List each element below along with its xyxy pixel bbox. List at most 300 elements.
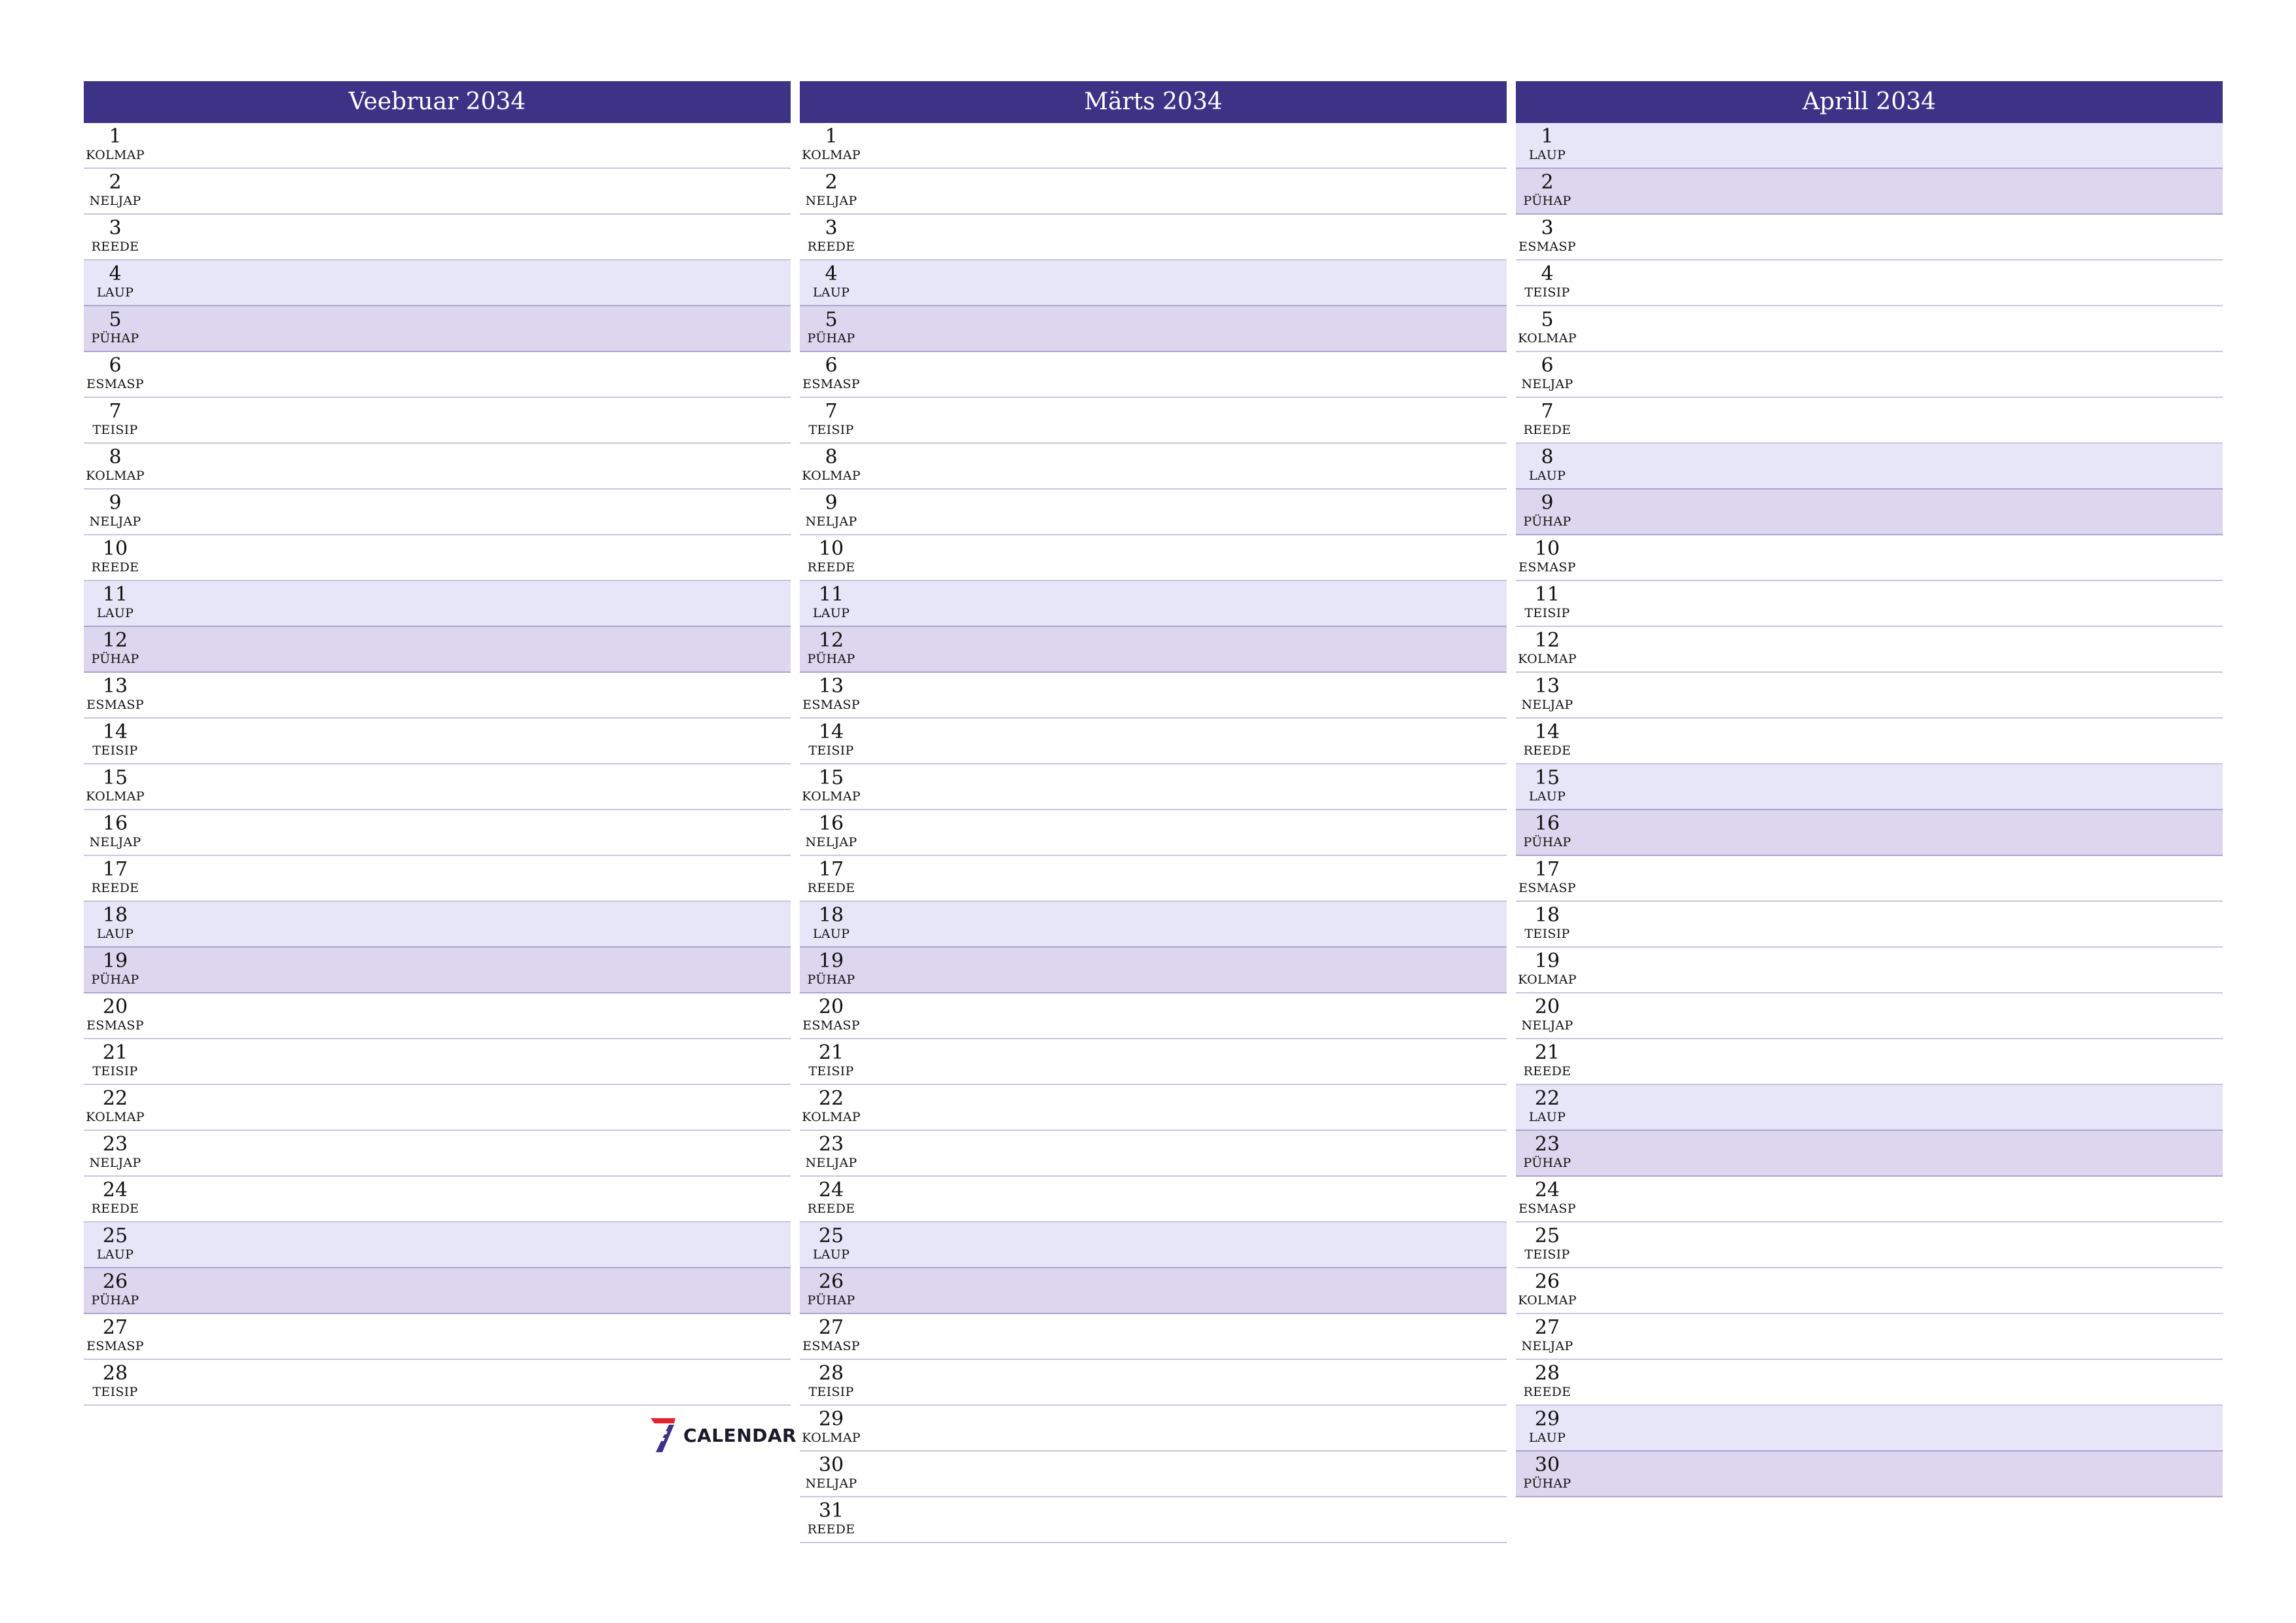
day-cell (800, 1222, 863, 1262)
day-cell (84, 352, 147, 391)
day-row (800, 993, 1507, 1039)
day-number: 16 (818, 812, 844, 835)
day-row (84, 398, 791, 444)
day-cell (1516, 444, 1579, 483)
day-row (84, 444, 791, 490)
day-cell (84, 856, 147, 895)
weekday-label: NELJAP (89, 835, 141, 849)
day-row (800, 352, 1507, 398)
day-cell (800, 535, 863, 575)
day-row (800, 902, 1507, 948)
day-number: 20 (1534, 995, 1560, 1018)
day-row (1516, 1039, 2223, 1085)
month-title: Veebruar 2034 (84, 81, 791, 123)
day-row (84, 352, 791, 398)
day-row (1516, 260, 2223, 306)
weekday-label: NELJAP (89, 194, 141, 208)
day-number: 22 (818, 1087, 844, 1110)
day-row (84, 306, 791, 352)
day-number: 7 (825, 400, 838, 423)
day-number: 21 (1534, 1041, 1560, 1064)
day-row (800, 1222, 1507, 1268)
day-cell (84, 993, 147, 1033)
day-cell (800, 1314, 863, 1353)
day-number: 4 (825, 262, 838, 285)
day-row (1516, 123, 2223, 169)
day-cell (84, 1222, 147, 1262)
weekday-label: ESMASP (86, 1018, 144, 1033)
day-list (1516, 123, 2223, 1497)
weekday-label: ESMASP (86, 377, 144, 391)
day-row (84, 764, 791, 810)
day-cell (800, 627, 863, 666)
weekday-label: LAUP (1528, 1110, 1566, 1124)
day-number: 8 (1541, 446, 1554, 469)
day-number: 9 (1541, 491, 1554, 514)
day-number: 3 (109, 217, 122, 240)
weekday-label: NELJAP (805, 194, 857, 208)
day-cell (800, 490, 863, 529)
day-cell (84, 1131, 147, 1170)
weekday-label: TEISIP (1524, 927, 1570, 941)
weekday-label: PÜHAP (91, 1293, 139, 1308)
day-cell (84, 764, 147, 804)
day-number: 24 (818, 1179, 844, 1202)
day-row (800, 719, 1507, 764)
day-cell (1516, 627, 1579, 666)
day-row (84, 1314, 791, 1360)
weekday-label: LAUP (812, 285, 850, 300)
day-number: 6 (109, 354, 122, 377)
day-cell (1516, 306, 1579, 346)
day-cell (1516, 490, 1579, 529)
day-row (1516, 1085, 2223, 1131)
day-cell (1516, 1314, 1579, 1353)
day-number: 12 (818, 629, 844, 652)
day-row (800, 1406, 1507, 1452)
day-row (1516, 581, 2223, 627)
day-cell (1516, 902, 1579, 941)
day-cell (1516, 810, 1579, 849)
day-cell (800, 398, 863, 437)
weekday-label: LAUP (1528, 469, 1566, 483)
day-number: 22 (102, 1087, 128, 1110)
day-number: 30 (818, 1454, 844, 1476)
day-cell (800, 1131, 863, 1170)
weekday-label: TEISIP (92, 1064, 138, 1079)
day-cell (800, 444, 863, 483)
day-row (84, 215, 791, 260)
day-row (800, 810, 1507, 856)
day-number: 23 (102, 1133, 128, 1156)
day-cell (1516, 1360, 1579, 1399)
weekday-label: NELJAP (805, 835, 857, 849)
day-number: 25 (102, 1224, 128, 1247)
day-row (84, 1039, 791, 1085)
day-cell (84, 719, 147, 758)
day-number: 6 (825, 354, 838, 377)
day-row (1516, 215, 2223, 260)
day-cell (800, 810, 863, 849)
weekday-label: ESMASP (802, 377, 860, 391)
day-cell (1516, 1085, 1579, 1124)
day-cell (84, 1360, 147, 1399)
day-number: 21 (818, 1041, 844, 1064)
day-number: 15 (818, 766, 844, 789)
weekday-label: KOLMAP (802, 789, 861, 804)
day-row (84, 260, 791, 306)
day-number: 26 (1534, 1270, 1560, 1293)
day-number: 18 (818, 904, 844, 927)
weekday-label: LAUP (1528, 1431, 1566, 1445)
weekday-label: PÜHAP (1523, 1156, 1571, 1170)
weekday-label: KOLMAP (1518, 652, 1577, 666)
day-number: 22 (1534, 1087, 1560, 1110)
weekday-label: LAUP (96, 606, 134, 620)
day-cell (1516, 535, 1579, 575)
day-cell (84, 810, 147, 849)
weekday-label: LAUP (812, 606, 850, 620)
day-number: 9 (825, 491, 838, 514)
day-number: 21 (102, 1041, 128, 1064)
day-cell (1516, 1131, 1579, 1170)
day-row (1516, 1177, 2223, 1222)
weekday-label: ESMASP (1518, 240, 1576, 254)
day-cell (800, 123, 863, 162)
weekday-label: ESMASP (86, 1339, 144, 1353)
day-number: 18 (1534, 904, 1560, 927)
day-number: 10 (102, 537, 128, 560)
day-number: 28 (1534, 1362, 1560, 1385)
day-cell (84, 306, 147, 346)
day-number: 24 (102, 1179, 128, 1202)
weekday-label: REEDE (807, 1202, 855, 1216)
day-row (1516, 856, 2223, 902)
day-row (84, 169, 791, 215)
day-cell (800, 215, 863, 254)
weekday-label: LAUP (96, 1247, 134, 1262)
weekday-label: TEISIP (808, 1064, 854, 1079)
day-number: 6 (1541, 354, 1554, 377)
day-cell (800, 764, 863, 804)
weekday-label: TEISIP (1524, 285, 1570, 300)
day-row (84, 1268, 791, 1314)
weekday-label: KOLMAP (802, 1431, 861, 1445)
day-number: 17 (818, 858, 844, 881)
weekday-label: REEDE (1523, 1385, 1571, 1399)
day-number: 9 (109, 491, 122, 514)
day-cell (84, 1177, 147, 1216)
day-row (84, 1360, 791, 1406)
day-number: 16 (102, 812, 128, 835)
weekday-label: LAUP (96, 927, 134, 941)
day-cell (1516, 673, 1579, 712)
day-row (1516, 398, 2223, 444)
day-cell (84, 215, 147, 254)
day-row (800, 1131, 1507, 1177)
day-row (1516, 444, 2223, 490)
day-number: 14 (1534, 721, 1560, 743)
day-row (800, 490, 1507, 535)
day-row (84, 1222, 791, 1268)
weekday-label: REEDE (807, 881, 855, 895)
day-number: 15 (102, 766, 128, 789)
weekday-label: NELJAP (805, 1476, 857, 1491)
day-cell (800, 673, 863, 712)
day-cell (800, 352, 863, 391)
day-number: 2 (109, 171, 122, 194)
day-number: 20 (818, 995, 844, 1018)
day-row (800, 581, 1507, 627)
day-row (84, 993, 791, 1039)
day-cell (84, 902, 147, 941)
day-cell (800, 719, 863, 758)
day-row (1516, 948, 2223, 993)
day-row (84, 1177, 791, 1222)
brand-logo (648, 1416, 797, 1455)
day-cell (800, 1406, 863, 1445)
day-number: 5 (109, 308, 122, 331)
day-row (800, 215, 1507, 260)
day-cell (800, 1268, 863, 1308)
day-row (800, 1360, 1507, 1406)
day-cell (800, 856, 863, 895)
weekday-label: TEISIP (1524, 1247, 1570, 1262)
day-number: 5 (1541, 308, 1554, 331)
day-cell (84, 123, 147, 162)
day-row (1516, 764, 2223, 810)
day-cell (1516, 764, 1579, 804)
day-row (1516, 1360, 2223, 1406)
day-row (1516, 169, 2223, 215)
day-number: 20 (102, 995, 128, 1018)
weekday-label: LAUP (1528, 148, 1566, 162)
weekday-label: TEISIP (92, 1385, 138, 1399)
day-cell (1516, 260, 1579, 300)
day-number: 12 (1534, 629, 1560, 652)
day-number: 29 (1534, 1408, 1560, 1431)
weekday-label: KOLMAP (802, 469, 861, 483)
day-number: 11 (1534, 583, 1560, 606)
day-row (1516, 673, 2223, 719)
day-cell (1516, 215, 1579, 254)
day-number: 4 (109, 262, 122, 285)
month-column-march (800, 81, 1507, 1543)
day-cell (1516, 1268, 1579, 1308)
day-list (84, 123, 791, 1406)
day-number: 18 (102, 904, 128, 927)
weekday-label: KOLMAP (86, 148, 145, 162)
day-row (1516, 993, 2223, 1039)
weekday-label: LAUP (1528, 789, 1566, 804)
day-cell (800, 948, 863, 987)
day-row (800, 673, 1507, 719)
day-number: 12 (102, 629, 128, 652)
weekday-label: ESMASP (1518, 1202, 1576, 1216)
day-number: 25 (818, 1224, 844, 1247)
day-cell (84, 1085, 147, 1124)
weekday-label: NELJAP (805, 1156, 857, 1170)
weekday-label: KOLMAP (86, 469, 145, 483)
day-number: 26 (102, 1270, 128, 1293)
day-cell (800, 1085, 863, 1124)
day-row (84, 719, 791, 764)
day-row (800, 169, 1507, 215)
day-list (800, 123, 1507, 1543)
weekday-label: REEDE (91, 560, 139, 575)
day-number: 23 (1534, 1133, 1560, 1156)
day-row (800, 444, 1507, 490)
day-number: 3 (825, 217, 838, 240)
day-cell (800, 169, 863, 208)
day-cell (1516, 719, 1579, 758)
weekday-label: LAUP (812, 1247, 850, 1262)
logo-text: CALENDAR (683, 1424, 797, 1446)
day-cell (84, 1039, 147, 1079)
month-column-february (84, 81, 791, 1406)
weekday-label: TEISIP (92, 743, 138, 758)
day-number: 19 (818, 950, 844, 972)
day-row (84, 810, 791, 856)
day-number: 8 (825, 446, 838, 469)
day-row (1516, 902, 2223, 948)
weekday-label: NELJAP (1521, 1018, 1573, 1033)
day-number: 29 (818, 1408, 844, 1431)
day-row (800, 948, 1507, 993)
weekday-label: KOLMAP (86, 789, 145, 804)
day-row (84, 673, 791, 719)
day-number: 27 (1534, 1316, 1560, 1339)
day-row (1516, 719, 2223, 764)
day-row (1516, 535, 2223, 581)
day-number: 24 (1534, 1179, 1560, 1202)
day-cell (1516, 581, 1579, 620)
day-row (800, 1177, 1507, 1222)
day-cell (1516, 398, 1579, 437)
day-row (1516, 1131, 2223, 1177)
day-number: 28 (102, 1362, 128, 1385)
day-row (84, 535, 791, 581)
day-row (1516, 1314, 2223, 1360)
weekday-label: REEDE (1523, 1064, 1571, 1079)
day-cell (1516, 948, 1579, 987)
day-number: 17 (1534, 858, 1560, 881)
day-cell (800, 1039, 863, 1079)
day-cell (84, 948, 147, 987)
day-number: 27 (102, 1316, 128, 1339)
day-number: 16 (1534, 812, 1560, 835)
day-row (800, 306, 1507, 352)
weekday-label: KOLMAP (802, 148, 861, 162)
day-number: 10 (818, 537, 844, 560)
day-cell (800, 1177, 863, 1216)
weekday-label: PÜHAP (91, 652, 139, 666)
day-row (800, 1497, 1507, 1543)
weekday-label: NELJAP (1521, 698, 1573, 712)
day-row (84, 581, 791, 627)
day-number: 31 (818, 1499, 844, 1522)
day-number: 30 (1534, 1454, 1560, 1476)
day-cell (84, 490, 147, 529)
day-cell (800, 1360, 863, 1399)
day-cell (84, 535, 147, 575)
day-cell (84, 673, 147, 712)
day-cell (800, 993, 863, 1033)
day-row (84, 123, 791, 169)
day-number: 7 (1541, 400, 1554, 423)
weekday-label: REEDE (91, 240, 139, 254)
weekday-label: ESMASP (1518, 560, 1576, 575)
day-row (1516, 1222, 2223, 1268)
weekday-label: PÜHAP (1523, 1476, 1571, 1491)
day-number: 11 (818, 583, 844, 606)
weekday-label: PÜHAP (807, 972, 855, 987)
day-row (800, 764, 1507, 810)
day-number: 19 (102, 950, 128, 972)
weekday-label: PÜHAP (807, 331, 855, 346)
day-cell (84, 581, 147, 620)
day-cell (1516, 856, 1579, 895)
day-cell (800, 581, 863, 620)
day-row (84, 1085, 791, 1131)
weekday-label: NELJAP (1521, 377, 1573, 391)
weekday-label: NELJAP (89, 1156, 141, 1170)
weekday-label: PÜHAP (807, 652, 855, 666)
day-row (800, 1314, 1507, 1360)
weekday-label: TEISIP (808, 1385, 854, 1399)
day-number: 28 (818, 1362, 844, 1385)
day-cell (1516, 1452, 1579, 1491)
weekday-label: TEISIP (808, 743, 854, 758)
weekday-label: NELJAP (805, 514, 857, 529)
month-column-april (1516, 81, 2223, 1497)
weekday-label: KOLMAP (1518, 331, 1577, 346)
day-cell (800, 260, 863, 300)
day-cell (1516, 352, 1579, 391)
weekday-label: LAUP (96, 285, 134, 300)
weekday-label: REEDE (807, 1522, 855, 1537)
day-number: 11 (102, 583, 128, 606)
day-row (800, 856, 1507, 902)
weekday-label: ESMASP (802, 1339, 860, 1353)
day-number: 13 (1534, 675, 1560, 698)
day-cell (84, 1314, 147, 1353)
day-cell (84, 444, 147, 483)
weekday-label: PÜHAP (807, 1293, 855, 1308)
day-cell (800, 306, 863, 346)
day-row (800, 1268, 1507, 1314)
seven-logo-icon (648, 1417, 677, 1454)
day-cell (84, 398, 147, 437)
weekday-label: KOLMAP (1518, 1293, 1577, 1308)
day-number: 1 (825, 125, 838, 148)
weekday-label: ESMASP (86, 698, 144, 712)
month-title: Märts 2034 (800, 81, 1507, 123)
day-number: 1 (109, 125, 122, 148)
weekday-label: REEDE (1523, 743, 1571, 758)
day-number: 23 (818, 1133, 844, 1156)
weekday-label: TEISIP (808, 423, 854, 437)
day-number: 14 (818, 721, 844, 743)
weekday-label: PÜHAP (91, 331, 139, 346)
day-number: 13 (818, 675, 844, 698)
weekday-label: ESMASP (1518, 881, 1576, 895)
day-cell (1516, 169, 1579, 208)
weekday-label: PÜHAP (91, 972, 139, 987)
day-row (84, 490, 791, 535)
month-title: Aprill 2034 (1516, 81, 2223, 123)
day-number: 4 (1541, 262, 1554, 285)
